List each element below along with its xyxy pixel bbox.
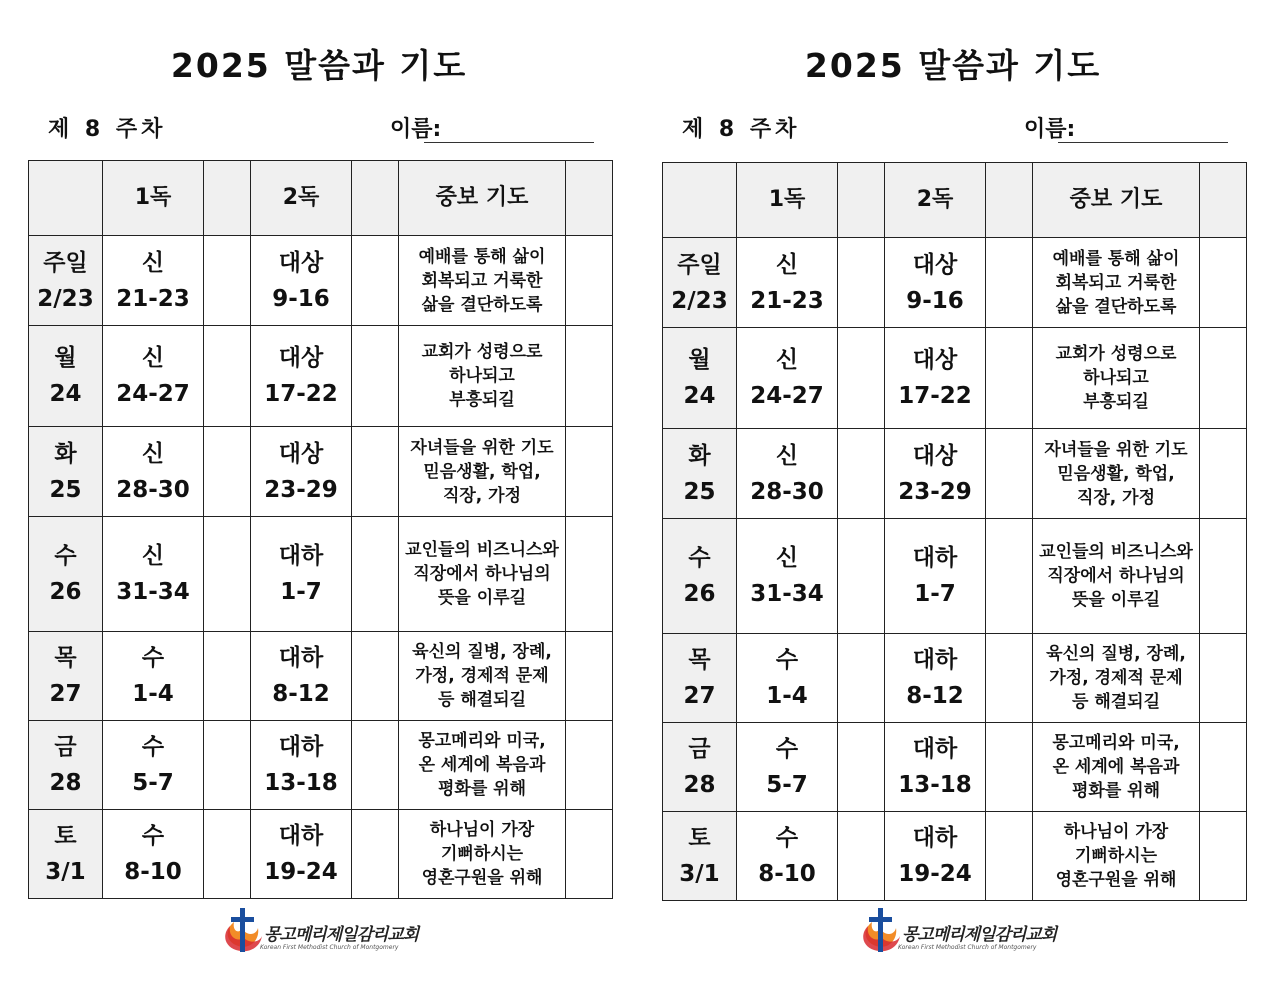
reading-2-chapters: 13-18 [898, 772, 972, 798]
prayer-line: 기뻐하시는 [1074, 846, 1158, 866]
church-logo [220, 906, 420, 962]
reading-2-chapters: 9-16 [906, 287, 964, 314]
reading-1-cell [103, 721, 204, 810]
reading-1-chapters: 24-27 [116, 381, 190, 407]
cross-flame-icon [220, 906, 264, 962]
header-reading-1: 1독 [737, 163, 838, 238]
church-name-korean: 몽고메리제일감리교회 [902, 925, 1057, 945]
reading-1-book: 수 [141, 734, 165, 760]
header-reading-2: 2독 [885, 163, 986, 238]
check-cell-2[interactable] [352, 632, 399, 721]
reading-1-chapters: 31-34 [750, 581, 824, 607]
church-logo [858, 906, 1058, 962]
check-cell-1[interactable] [204, 810, 251, 899]
date-label: 26 [683, 581, 716, 607]
reading-2-chapters: 8-12 [272, 681, 330, 707]
church-name-english: Korean First Methodist Church of Montgomery [898, 944, 1037, 951]
day-label: 화 [688, 442, 711, 469]
prayer-line: 온 세계에 복음과 [1052, 757, 1180, 777]
reading-2-chapters: 17-22 [898, 383, 972, 409]
reading-1-chapters: 5-7 [132, 770, 174, 796]
table-row [29, 721, 613, 810]
check-cell-2[interactable] [986, 238, 1033, 328]
reading-2-cell [251, 326, 352, 427]
day-label: 토 [688, 825, 711, 851]
reading-2-cell [251, 721, 352, 810]
prayer-line: 하나되고 [1083, 368, 1149, 388]
check-cell-2[interactable] [986, 812, 1033, 901]
header-check-2 [352, 161, 399, 236]
prayer-cell [399, 810, 566, 899]
prayer-line: 삶을 결단하도록 [421, 294, 543, 315]
prayer-line: 삶을 결단하도록 [1055, 296, 1177, 317]
date-label: 2/23 [671, 287, 728, 314]
day-label: 목 [688, 647, 711, 673]
reading-2-book: 대하 [912, 736, 958, 762]
date-label: 27 [683, 683, 716, 709]
reading-1-cell [737, 812, 838, 901]
page-title: 2025 말씀과 기도 [170, 46, 468, 85]
table-row [29, 810, 613, 899]
check-cell-1[interactable] [838, 519, 885, 634]
reading-1-chapters: 28-30 [116, 476, 190, 503]
prayer-cell [1033, 634, 1200, 723]
header-check-3 [566, 161, 613, 236]
check-cell-2[interactable] [352, 810, 399, 899]
reading-1-cell [737, 723, 838, 812]
prayer-line: 가정, 경제적 문제 [415, 666, 549, 686]
reading-1-cell [737, 429, 838, 519]
reading-1-cell [737, 519, 838, 634]
table-row [663, 634, 1247, 723]
prayer-cell [1033, 429, 1200, 519]
check-cell-1[interactable] [204, 326, 251, 427]
check-cell-3[interactable] [566, 721, 613, 810]
date-label: 3/1 [679, 861, 720, 887]
prayer-cell [1033, 519, 1200, 634]
church-name-korean: 몽고메리제일감리교회 [264, 925, 419, 945]
prayer-line: 부흥되길 [449, 390, 515, 410]
reading-2-cell [885, 812, 986, 901]
reading-2-cell [885, 519, 986, 634]
reading-2-book: 대하 [912, 647, 958, 673]
prayer-line: 자녀들을 위한 기도 [410, 437, 554, 458]
header-prayer: 중보 기도 [1033, 163, 1200, 238]
header-check-3 [1200, 163, 1247, 238]
reading-2-chapters: 1-7 [280, 579, 322, 605]
check-cell-3[interactable] [1200, 812, 1247, 901]
reading-2-cell [251, 427, 352, 517]
prayer-line: 몽고메리와 미국, [418, 731, 546, 751]
prayer-line: 직장, 가정 [442, 485, 522, 506]
reading-1-cell [103, 517, 204, 632]
prayer-line: 직장에서 하나님의 [413, 564, 551, 584]
prayer-cell [1033, 723, 1200, 812]
reading-2-cell [885, 634, 986, 723]
reading-1-cell [103, 632, 204, 721]
check-cell-3[interactable] [1200, 519, 1247, 634]
reading-2-book: 대하 [278, 734, 324, 760]
prayer-line: 교회가 성령으로 [1055, 344, 1177, 364]
prayer-line: 부흥되길 [1083, 392, 1149, 412]
prayer-line: 직장에서 하나님의 [1047, 566, 1185, 586]
reading-2-chapters: 17-22 [264, 381, 338, 407]
check-cell-3[interactable] [1200, 429, 1247, 519]
week-label: 제 8 주차 [682, 117, 801, 142]
check-cell-1[interactable] [204, 721, 251, 810]
header-check-2 [986, 163, 1033, 238]
reading-1-cell [103, 326, 204, 427]
check-cell-1[interactable] [838, 723, 885, 812]
check-cell-3[interactable] [566, 517, 613, 632]
reading-1-cell [103, 810, 204, 899]
check-cell-1[interactable] [204, 632, 251, 721]
day-cell [29, 236, 103, 326]
day-label: 목 [54, 645, 77, 671]
reading-2-chapters: 19-24 [264, 859, 338, 885]
week-label: 제 8 주차 [48, 117, 167, 142]
table-row [663, 723, 1247, 812]
name-field-line[interactable] [424, 142, 594, 143]
day-cell [663, 328, 737, 429]
check-cell-1[interactable] [204, 517, 251, 632]
reading-2-book: 대상 [912, 442, 958, 469]
check-cell-2[interactable] [986, 328, 1033, 429]
prayer-cell [399, 326, 566, 427]
page-title: 2025 말씀과 기도 [804, 46, 1102, 85]
prayer-line: 교인들의 비즈니스와 [405, 540, 559, 560]
day-cell [29, 810, 103, 899]
check-cell-2[interactable] [986, 723, 1033, 812]
check-cell-1[interactable] [204, 236, 251, 326]
day-cell [663, 812, 737, 901]
day-label: 월 [688, 347, 711, 373]
reading-1-chapters: 5-7 [766, 772, 808, 798]
prayer-line: 예배를 통해 삶이 [1052, 248, 1180, 269]
reading-2-chapters: 23-29 [898, 478, 972, 505]
reading-2-chapters: 1-7 [914, 581, 956, 607]
reading-1-book: 수 [141, 823, 165, 849]
day-cell [29, 326, 103, 427]
reading-2-cell [251, 632, 352, 721]
prayer-line: 기뻐하시는 [440, 844, 524, 864]
reading-2-chapters: 13-18 [264, 770, 338, 796]
header-check-1 [204, 161, 251, 236]
date-label: 25 [49, 476, 82, 503]
table-row [29, 326, 613, 427]
reading-1-book: 신 [141, 345, 165, 371]
reading-2-book: 대하 [278, 823, 324, 849]
reading-1-book: 수 [775, 647, 799, 673]
prayer-cell [399, 427, 566, 517]
reading-2-book: 대하 [912, 825, 958, 851]
date-label: 2/23 [37, 285, 94, 312]
table-row [29, 236, 613, 326]
prayer-line: 직장, 가정 [1076, 487, 1156, 508]
day-label: 수 [54, 543, 77, 569]
table-row [663, 328, 1247, 429]
header-blank [663, 163, 737, 238]
reading-2-book: 대하 [912, 545, 958, 571]
day-label: 토 [54, 823, 77, 849]
day-cell [663, 238, 737, 328]
table-body [663, 163, 1247, 901]
sheet-left [24, 0, 614, 989]
day-cell [29, 632, 103, 721]
table-row [663, 519, 1247, 634]
check-cell-1[interactable] [838, 812, 885, 901]
reading-1-chapters: 1-4 [766, 683, 808, 709]
check-cell-2[interactable] [986, 519, 1033, 634]
check-cell-2[interactable] [986, 634, 1033, 723]
prayer-line: 영혼구원을 위해 [421, 868, 543, 888]
reading-1-chapters: 24-27 [750, 383, 824, 409]
table-header-row [663, 163, 1247, 238]
day-cell [663, 634, 737, 723]
day-label: 금 [688, 736, 711, 762]
table-row [663, 429, 1247, 519]
reading-1-book: 신 [775, 545, 799, 571]
prayer-cell [1033, 238, 1200, 328]
reading-1-book: 신 [141, 249, 165, 276]
table-body [29, 161, 613, 899]
day-cell [663, 519, 737, 634]
reading-2-book: 대상 [912, 251, 958, 278]
reading-2-chapters: 19-24 [898, 861, 972, 887]
reading-2-cell [885, 429, 986, 519]
check-cell-3[interactable] [566, 632, 613, 721]
date-label: 26 [49, 579, 82, 605]
reading-1-chapters: 21-23 [116, 285, 190, 312]
prayer-line: 몽고메리와 미국, [1052, 733, 1180, 753]
table-row [663, 238, 1247, 328]
reading-2-cell [251, 810, 352, 899]
day-label: 주일 [677, 251, 722, 278]
reading-2-book: 대상 [912, 347, 958, 373]
reading-1-book: 수 [775, 825, 799, 851]
prayer-line: 믿음생활, 학업, [1057, 463, 1175, 484]
prayer-line: 육신의 질병, 장례, [1046, 644, 1186, 664]
reading-plan-table [662, 162, 1247, 901]
day-cell [663, 723, 737, 812]
check-cell-1[interactable] [838, 328, 885, 429]
reading-1-chapters: 28-30 [750, 478, 824, 505]
check-cell-2[interactable] [352, 721, 399, 810]
prayer-line: 육신의 질병, 장례, [412, 642, 552, 662]
day-label: 화 [54, 440, 77, 467]
prayer-line: 하나되고 [449, 366, 515, 386]
check-cell-3[interactable] [566, 427, 613, 517]
reading-2-cell [251, 236, 352, 326]
reading-2-cell [251, 517, 352, 632]
prayer-cell [399, 721, 566, 810]
reading-1-cell [103, 427, 204, 517]
date-label: 28 [683, 772, 716, 798]
day-cell [663, 429, 737, 519]
reading-1-chapters: 31-34 [116, 579, 190, 605]
date-label: 27 [49, 681, 82, 707]
table-row [29, 427, 613, 517]
reading-2-chapters: 23-29 [264, 476, 338, 503]
prayer-line: 교회가 성령으로 [421, 342, 543, 362]
prayer-line: 평화를 위해 [1071, 781, 1161, 801]
reading-1-cell [103, 236, 204, 326]
name-field-line[interactable] [1058, 142, 1228, 143]
check-cell-1[interactable] [204, 427, 251, 517]
day-label: 수 [688, 545, 711, 571]
reading-1-book: 신 [775, 442, 799, 469]
prayer-line: 예배를 통해 삶이 [418, 246, 546, 267]
prayer-line: 하나님이 가장 [429, 820, 535, 840]
table-row [29, 632, 613, 721]
header-reading-2: 2독 [251, 161, 352, 236]
prayer-line: 등 해결되길 [437, 690, 527, 710]
date-label: 24 [683, 383, 716, 409]
header-blank [29, 161, 103, 236]
day-cell [29, 517, 103, 632]
check-cell-1[interactable] [838, 429, 885, 519]
check-cell-2[interactable] [986, 429, 1033, 519]
prayer-line: 가정, 경제적 문제 [1049, 668, 1183, 688]
prayer-line: 평화를 위해 [437, 779, 527, 799]
header-reading-1: 1독 [103, 161, 204, 236]
day-label: 금 [54, 734, 77, 760]
check-cell-2[interactable] [352, 326, 399, 427]
reading-plan-table [28, 160, 613, 899]
reading-1-chapters: 8-10 [124, 859, 182, 885]
reading-2-cell [885, 328, 986, 429]
day-cell [29, 427, 103, 517]
check-cell-1[interactable] [838, 238, 885, 328]
reading-1-chapters: 21-23 [750, 287, 824, 314]
table-header-row [29, 161, 613, 236]
prayer-line: 뜻을 이루길 [1071, 590, 1161, 610]
date-label: 24 [49, 381, 82, 407]
prayer-line: 회복되고 거룩한 [421, 270, 543, 291]
check-cell-3[interactable] [1200, 328, 1247, 429]
prayer-line: 회복되고 거룩한 [1055, 272, 1177, 293]
reading-1-book: 신 [141, 440, 165, 467]
check-cell-2[interactable] [352, 517, 399, 632]
reading-1-chapters: 1-4 [132, 681, 174, 707]
cross-flame-icon [858, 906, 902, 962]
reading-1-book: 수 [141, 645, 165, 671]
reading-2-chapters: 8-12 [906, 683, 964, 709]
date-label: 25 [683, 478, 716, 505]
reading-1-book: 신 [775, 251, 799, 278]
day-cell [29, 721, 103, 810]
name-label: 이름: [390, 117, 442, 142]
check-cell-3[interactable] [566, 236, 613, 326]
reading-1-book: 신 [141, 543, 165, 569]
reading-2-book: 대상 [278, 440, 324, 467]
check-cell-2[interactable] [352, 236, 399, 326]
day-label: 월 [54, 345, 77, 371]
date-label: 3/1 [45, 859, 86, 885]
check-cell-3[interactable] [1200, 723, 1247, 812]
date-label: 28 [49, 770, 82, 796]
prayer-cell [1033, 812, 1200, 901]
prayer-line: 자녀들을 위한 기도 [1044, 439, 1188, 460]
day-label: 주일 [43, 249, 88, 276]
church-name-english: Korean First Methodist Church of Montgomery [260, 944, 399, 951]
prayer-line: 등 해결되길 [1071, 692, 1161, 712]
check-cell-3[interactable] [1200, 634, 1247, 723]
reading-1-book: 수 [775, 736, 799, 762]
prayer-line: 영혼구원을 위해 [1055, 870, 1177, 890]
prayer-line: 교인들의 비즈니스와 [1039, 542, 1193, 562]
prayer-line: 온 세계에 복음과 [418, 755, 546, 775]
reading-1-chapters: 8-10 [758, 861, 816, 887]
reading-2-chapters: 9-16 [272, 285, 330, 312]
reading-2-cell [885, 723, 986, 812]
prayer-line: 뜻을 이루길 [437, 588, 527, 608]
prayer-cell [399, 632, 566, 721]
reading-1-book: 신 [775, 347, 799, 373]
prayer-line: 하나님이 가장 [1063, 822, 1169, 842]
table-row [663, 812, 1247, 901]
header-prayer: 중보 기도 [399, 161, 566, 236]
sheet-right [658, 0, 1248, 989]
prayer-cell [399, 236, 566, 326]
reading-2-cell [885, 238, 986, 328]
name-label: 이름: [1024, 117, 1076, 142]
table-row [29, 517, 613, 632]
check-cell-2[interactable] [352, 427, 399, 517]
reading-2-book: 대하 [278, 645, 324, 671]
prayer-cell [1033, 328, 1200, 429]
check-cell-3[interactable] [566, 810, 613, 899]
reading-2-book: 대상 [278, 345, 324, 371]
reading-1-cell [737, 634, 838, 723]
reading-2-book: 대하 [278, 543, 324, 569]
check-cell-1[interactable] [838, 634, 885, 723]
check-cell-3[interactable] [566, 326, 613, 427]
prayer-line: 믿음생활, 학업, [423, 461, 541, 482]
prayer-cell [399, 517, 566, 632]
check-cell-3[interactable] [1200, 238, 1247, 328]
reading-1-cell [737, 328, 838, 429]
header-check-1 [838, 163, 885, 238]
reading-1-cell [737, 238, 838, 328]
reading-2-book: 대상 [278, 249, 324, 276]
